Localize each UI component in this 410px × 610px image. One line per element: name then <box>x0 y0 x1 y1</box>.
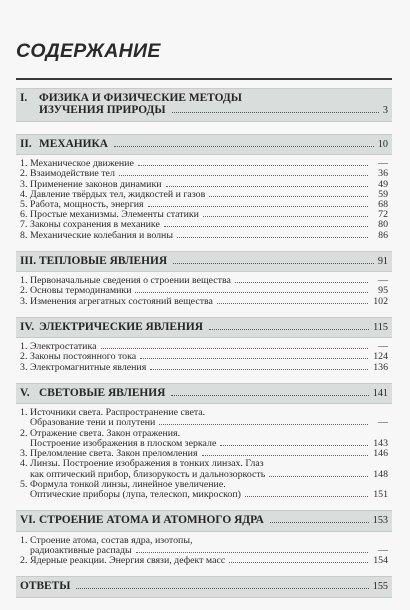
toc-entry[interactable] <box>20 297 388 307</box>
entry-number: 1. <box>20 275 28 287</box>
entry-page-number: 146 <box>373 448 388 460</box>
dot-leader <box>148 206 368 207</box>
section-heading <box>16 134 392 155</box>
entry-page-number: 80 <box>378 219 388 231</box>
section-page-number: 115 <box>373 321 388 333</box>
entry-title: Формула тонкой линзы, линейное увеличение. <box>30 478 226 490</box>
entry-number: 1. <box>20 341 28 353</box>
section-number: IV. <box>20 320 35 333</box>
entry-number: 7. <box>20 219 28 231</box>
table-of-contents <box>16 88 392 610</box>
dot-leader <box>164 226 368 227</box>
entry-number: 3. <box>20 448 28 460</box>
entry-number: 3. <box>20 361 28 373</box>
entry-title: Давление твёрдых тел, жидкостей и газов <box>30 188 206 200</box>
section-items <box>16 155 392 247</box>
toc-entry[interactable] <box>20 556 388 566</box>
dot-leader <box>209 329 369 330</box>
entry-title: Отражение света. Закон отражения. <box>30 427 181 439</box>
section-title: СВЕТОВЫЕ ЯВЛЕНИЯ <box>39 386 166 399</box>
section-page-number: 141 <box>372 387 388 399</box>
entry-number: 6. <box>20 209 28 221</box>
section-number: V. <box>20 386 30 399</box>
entry-page-number: — <box>378 544 388 556</box>
dot-leader <box>135 292 368 293</box>
entry-page-number: 154 <box>373 554 388 566</box>
section-title: ТЕПЛОВЫЕ ЯВЛЕНИЯ <box>39 254 168 267</box>
dot-leader <box>177 237 368 238</box>
entry-page-number: — <box>378 158 388 170</box>
entry-title: Электромагнитные явления <box>30 361 147 373</box>
entry-title: Механические колебания и волны <box>30 229 173 241</box>
section-page-number: 3 <box>382 105 388 117</box>
section-items <box>16 272 392 313</box>
section-heading <box>16 317 392 338</box>
section-title: ИЗУЧЕНИЯ ПРИРОДЫ <box>39 104 166 117</box>
entry-title: Построение изображения в плоском зеркале <box>30 437 217 449</box>
section-page-number: 153 <box>372 515 388 527</box>
toc-entry[interactable] <box>20 363 388 373</box>
dot-leader <box>209 196 368 197</box>
entry-title: Строение атома, состав ядра, изотопы, <box>30 534 193 546</box>
entry-title: Источники света. Распространение света. <box>30 407 206 419</box>
entry-page-number: 102 <box>373 295 388 307</box>
title-divider <box>16 78 392 80</box>
dot-leader <box>101 348 368 349</box>
entry-page-number: 148 <box>373 468 388 480</box>
entry-number: 3. <box>20 295 28 307</box>
section-number: VI. <box>20 514 36 527</box>
section-items <box>16 122 392 130</box>
entry-number: 2. <box>20 351 28 363</box>
section-heading-line <box>20 255 388 268</box>
entry-title: Законы сохранения в механике <box>30 219 160 231</box>
toc-entry[interactable] <box>20 231 388 241</box>
section-number: II. <box>20 137 32 150</box>
dot-leader <box>138 165 368 166</box>
entry-title: Взаимодействие тел <box>30 168 115 180</box>
dot-leader <box>150 369 368 370</box>
entry-number: 5. <box>20 478 28 490</box>
section-title: ФИЗИКА И ФИЗИЧЕСКИЕ МЕТОДЫ <box>39 92 242 104</box>
section-items <box>16 598 392 606</box>
dot-leader <box>171 395 368 396</box>
entry-number: 1. <box>20 534 28 546</box>
entry-number: 2. <box>20 285 28 297</box>
entry-page-number: 72 <box>378 209 388 221</box>
dot-leader <box>114 146 374 147</box>
entry-title: Механическое движение <box>30 158 134 170</box>
page-title: СОДЕРЖАНИЕ <box>16 40 161 62</box>
section-heading-line <box>20 580 388 593</box>
section-number: III. <box>20 254 37 267</box>
dot-leader <box>220 445 368 446</box>
dot-leader <box>136 552 368 553</box>
dot-leader <box>76 588 368 589</box>
section-title: МЕХАНИКА <box>39 137 109 150</box>
section-items <box>16 404 392 506</box>
entry-title: Оптические приборы (лупа, телескоп, микроскоп) <box>30 488 241 500</box>
entry-title: Изменения агрегатных состояний вещества <box>30 295 213 307</box>
entry-page-number: — <box>378 417 388 429</box>
section-heading <box>16 576 392 597</box>
entry-page-number: 59 <box>378 188 388 200</box>
dot-leader <box>173 263 374 264</box>
entry-number: 2. <box>20 427 28 439</box>
section-heading-line <box>20 321 388 334</box>
dot-leader <box>166 186 368 187</box>
section-items <box>16 532 392 573</box>
entry-title: Электростатика <box>30 341 97 353</box>
entry-title: Основы термодинамики <box>30 285 132 297</box>
entry-title: Законы постоянного тока <box>30 351 137 363</box>
dot-leader <box>269 476 368 477</box>
dot-leader <box>159 424 368 425</box>
entry-number: 2. <box>20 554 28 566</box>
entry-page-number: 124 <box>373 351 388 363</box>
dot-leader <box>270 522 369 523</box>
entry-title: Преломление света. Закон преломления <box>30 448 198 460</box>
toc-entry[interactable] <box>20 490 388 500</box>
entry-number: 1. <box>20 158 28 170</box>
section-number: I. <box>20 92 28 104</box>
section-heading-line <box>20 514 388 527</box>
section-heading <box>16 510 392 531</box>
section-title: ОТВЕТЫ <box>20 580 71 593</box>
section-heading <box>16 88 392 122</box>
section-page-number: 155 <box>372 581 388 593</box>
entry-number: 5. <box>20 199 28 211</box>
entry-title: как оптический прибор, близорукость и дальнозоркость <box>30 468 266 480</box>
entry-page-number: 151 <box>373 488 388 500</box>
entry-number: 2. <box>20 168 28 180</box>
entry-title: Ядерные реакции. Энергия связи, дефект масс <box>30 554 226 566</box>
dot-leader <box>140 358 368 359</box>
dot-leader <box>229 562 368 563</box>
toc-entry[interactable] <box>20 459 388 469</box>
dot-leader <box>119 175 368 176</box>
entry-number: 4. <box>20 188 28 200</box>
entry-page-number: 49 <box>378 178 388 190</box>
dot-leader <box>202 455 368 456</box>
entry-page-number: 36 <box>378 168 388 180</box>
entry-number: 4. <box>20 458 28 470</box>
entry-page-number: 143 <box>373 437 388 449</box>
entry-title: радиоактивные распады <box>30 544 132 556</box>
section-title: СТРОЕНИЕ АТОМА И АТОМНОГО ЯДРА <box>39 514 264 527</box>
section-heading-line <box>20 138 388 151</box>
entry-number: 3. <box>20 178 28 190</box>
section-heading-line <box>20 92 388 104</box>
entry-title: Простые механизмы. Элементы статики <box>30 209 199 221</box>
section-page-number: 10 <box>377 138 388 150</box>
dot-leader <box>217 303 368 304</box>
dot-leader <box>203 216 368 217</box>
section-heading-line <box>20 387 388 400</box>
entry-page-number: 136 <box>373 361 388 373</box>
dot-leader <box>235 282 368 283</box>
section-heading <box>16 383 392 404</box>
entry-number: 1. <box>20 407 28 419</box>
entry-title: Линзы. Построение изображения в тонких линзах. Глаз <box>30 458 264 470</box>
entry-page-number: 86 <box>378 229 388 241</box>
entry-page-number: 95 <box>378 285 388 297</box>
entry-page-number: — <box>378 275 388 287</box>
section-heading-line <box>20 104 388 117</box>
dot-leader <box>172 112 379 113</box>
entry-number: 8. <box>20 229 28 241</box>
section-title: ЭЛЕКТРИЧЕСКИЕ ЯВЛЕНИЯ <box>39 320 203 333</box>
entry-title: Первоначальные сведения о строении вещества <box>30 275 231 287</box>
entry-page-number: — <box>378 341 388 353</box>
section-page-number: 91 <box>377 255 388 267</box>
entry-title: Работа, мощность, энергия <box>30 199 144 211</box>
dot-leader <box>245 496 368 497</box>
section-heading <box>16 251 392 272</box>
entry-title: Применение законов динамики <box>30 178 162 190</box>
entry-title: Образование тени и полутени <box>30 417 156 429</box>
section-items <box>16 338 392 379</box>
entry-page-number: 68 <box>378 199 388 211</box>
